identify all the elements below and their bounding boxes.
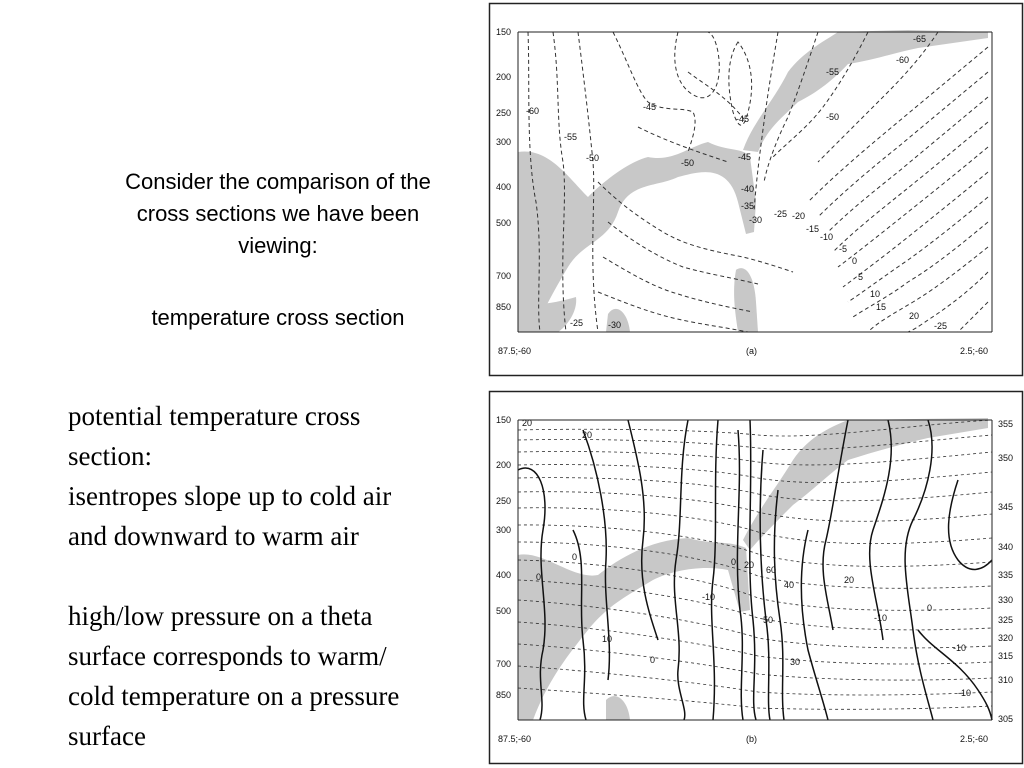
- contour-label: 60: [766, 565, 777, 575]
- y-tick: 300: [496, 525, 512, 535]
- y-tick: 500: [496, 606, 512, 616]
- contour-label: -50: [826, 112, 840, 122]
- contour-label: -45: [643, 102, 657, 112]
- y-tick: 200: [496, 72, 512, 82]
- body-line: section:: [68, 441, 152, 471]
- y-tick: 300: [496, 137, 512, 147]
- contour-label: 50: [763, 615, 774, 625]
- y-tick: 400: [496, 570, 512, 580]
- contour-label: -10: [958, 688, 972, 698]
- contour-label: -45: [738, 152, 752, 162]
- panel-b-figure: [488, 390, 1024, 766]
- body-line: surface: [68, 721, 146, 751]
- right-tick: 345: [998, 502, 1014, 512]
- y-tick: 850: [496, 690, 512, 700]
- contour-label: 20: [909, 311, 920, 321]
- body-line: cold temperature on a pressure: [68, 681, 400, 711]
- x-label-right: 2.5;-60: [960, 346, 989, 356]
- contour-label: -25: [934, 321, 948, 331]
- contour-label: 0: [731, 557, 737, 567]
- contour-label: 20: [844, 575, 855, 585]
- contour-label: 0: [927, 603, 933, 613]
- y-tick: 250: [496, 496, 512, 506]
- contour-label: 0: [650, 655, 656, 665]
- contour-label: 10: [602, 634, 613, 644]
- y-tick: 700: [496, 659, 512, 669]
- right-tick: 315: [998, 651, 1014, 661]
- contour-label: -35: [741, 201, 755, 211]
- caption-line: viewing:: [238, 233, 318, 258]
- contour-label: -40: [741, 184, 755, 194]
- contour-label: -30: [608, 320, 622, 330]
- right-tick: 335: [998, 570, 1014, 580]
- y-tick: 400: [496, 182, 512, 192]
- contour-label: -60: [896, 55, 910, 65]
- y-tick: 700: [496, 271, 512, 281]
- x-label-left: 87.5;-60: [498, 346, 532, 356]
- x-label-right: 2.5;-60: [960, 734, 989, 744]
- right-tick: 355: [998, 419, 1014, 429]
- right-tick: 320: [998, 633, 1014, 643]
- body-line: and downward to warm air: [68, 521, 359, 551]
- right-tick: 310: [998, 675, 1014, 685]
- contour-label: 15: [876, 302, 887, 312]
- contour-label: 0: [572, 552, 578, 562]
- contour-label: -50: [586, 153, 600, 163]
- contour-label: -65: [913, 34, 927, 44]
- contour-label: -30: [749, 215, 763, 225]
- contour-label: -55: [564, 132, 578, 142]
- contour-label: 0: [536, 572, 542, 582]
- y-tick: 150: [496, 415, 512, 425]
- panel-label: (a): [746, 346, 757, 356]
- body-line: high/low pressure on a theta: [68, 601, 373, 631]
- contour-label: 20: [744, 560, 755, 570]
- body-line: surface corresponds to warm/: [68, 641, 387, 671]
- right-tick: 305: [998, 714, 1014, 724]
- contour-label: -50: [681, 158, 695, 168]
- contour-label: 30: [790, 657, 801, 667]
- contour-label: 20: [582, 430, 593, 440]
- contour-label: -20: [792, 211, 806, 221]
- y-tick: 250: [496, 108, 512, 118]
- right-tick: 330: [998, 595, 1014, 605]
- contour-label: -55: [826, 67, 840, 77]
- contour-label: 20: [522, 418, 533, 428]
- caption-line: cross sections we have been: [136, 201, 420, 226]
- y-tick: 500: [496, 218, 512, 228]
- contour-label: 40: [784, 580, 795, 590]
- contour-label: -10: [874, 613, 888, 623]
- panel-label: (b): [746, 734, 757, 744]
- contour-label: -10: [820, 232, 834, 242]
- contour-label: 0: [852, 256, 858, 266]
- contour-label: -10: [953, 643, 967, 653]
- caption-line: Consider the comparison of the: [125, 169, 431, 194]
- panel-a-figure: [488, 2, 1024, 378]
- caption-block: [68, 166, 488, 262]
- contour-label: 5: [858, 272, 864, 282]
- caption-subtitle: temperature cross section: [151, 305, 405, 330]
- contour-label: -15: [806, 224, 820, 234]
- contour-label: -25: [570, 318, 584, 328]
- contour-label: -45: [736, 114, 750, 124]
- right-tick: 325: [998, 615, 1014, 625]
- contour-label: -5: [839, 244, 848, 254]
- right-tick: 350: [998, 453, 1014, 463]
- contour-label: -10: [702, 592, 716, 602]
- body-line: potential temperature cross: [68, 401, 361, 431]
- contour-label: -60: [526, 106, 540, 116]
- contour-label: 10: [870, 289, 881, 299]
- y-tick: 850: [496, 302, 512, 312]
- contour-label: -25: [774, 209, 788, 219]
- right-tick: 340: [998, 542, 1014, 552]
- body-text: [68, 396, 498, 756]
- body-line: isentropes slope up to cold air: [68, 481, 392, 511]
- y-tick: 200: [496, 460, 512, 470]
- x-label-left: 87.5;-60: [498, 734, 532, 744]
- y-tick: 150: [496, 27, 512, 37]
